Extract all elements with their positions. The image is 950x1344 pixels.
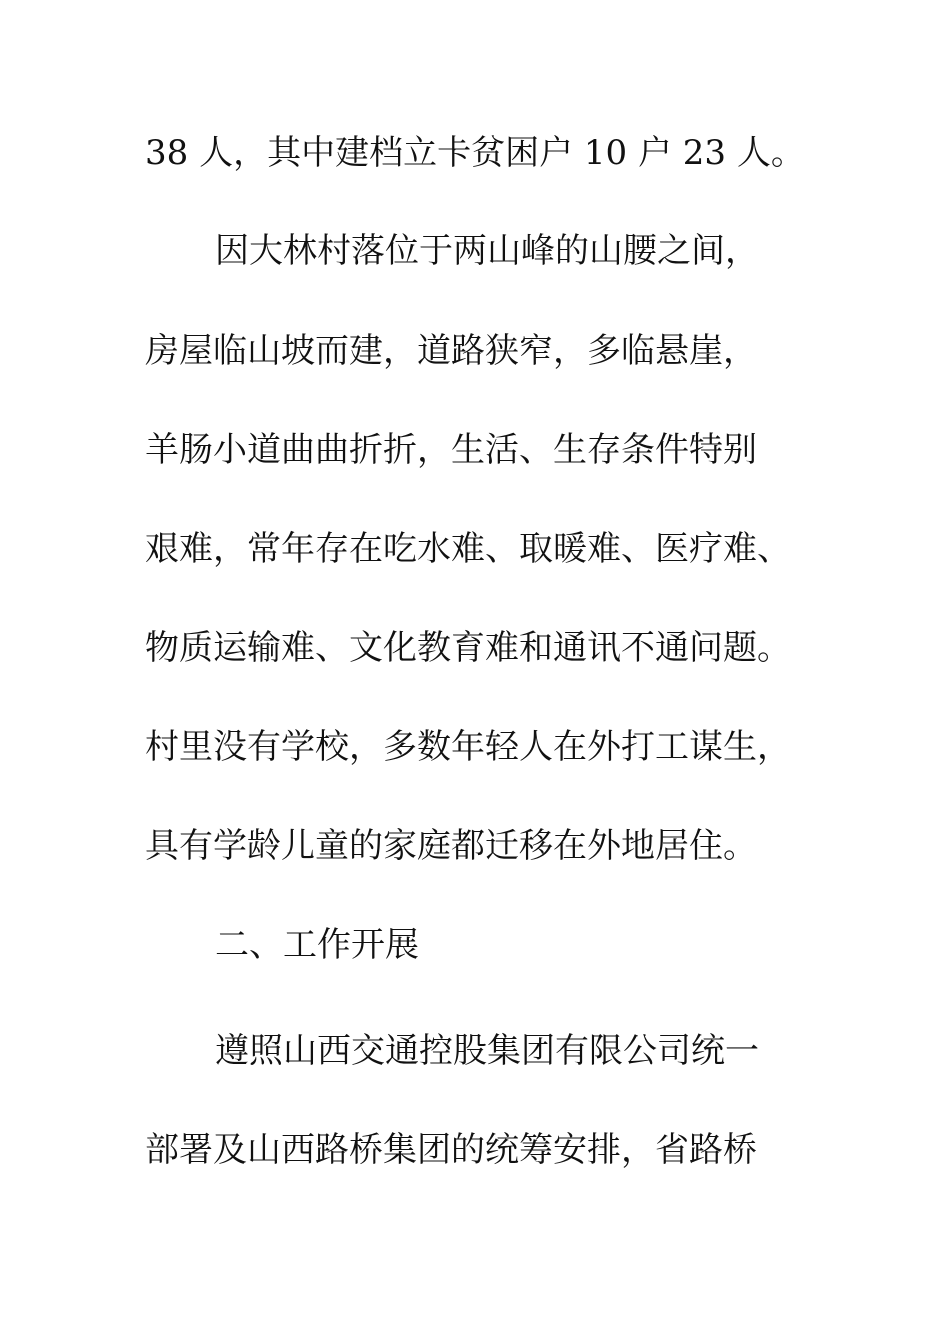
section-heading: 二、工作开展: [215, 925, 419, 965]
body-text-line: 因大林村落位于两山峰的山腰之间，: [215, 231, 759, 271]
body-text-line: 具有学龄儿童的家庭都迁移在外地居住。: [145, 826, 757, 866]
body-text-line: 羊肠小道曲曲折折，生活、生存条件特别: [145, 430, 757, 470]
body-text-line: 艰难，常年存在吃水难、取暖难、医疗难、: [145, 529, 791, 569]
body-text-line: 房屋临山坡而建，道路狭窄，多临悬崖，: [145, 331, 757, 371]
body-text-line: 38 人，其中建档立卡贫困户 10 户 23 人。: [145, 133, 805, 173]
body-text-line: 遵照山西交通控股集团有限公司统一: [215, 1031, 759, 1071]
body-text-line: 物质运输难、文化教育难和通讯不通问题。: [145, 628, 791, 668]
body-text-line: 部署及山西路桥集团的统筹安排，省路桥: [145, 1130, 757, 1170]
body-text-line: 村里没有学校，多数年轻人在外打工谋生，: [145, 727, 791, 767]
